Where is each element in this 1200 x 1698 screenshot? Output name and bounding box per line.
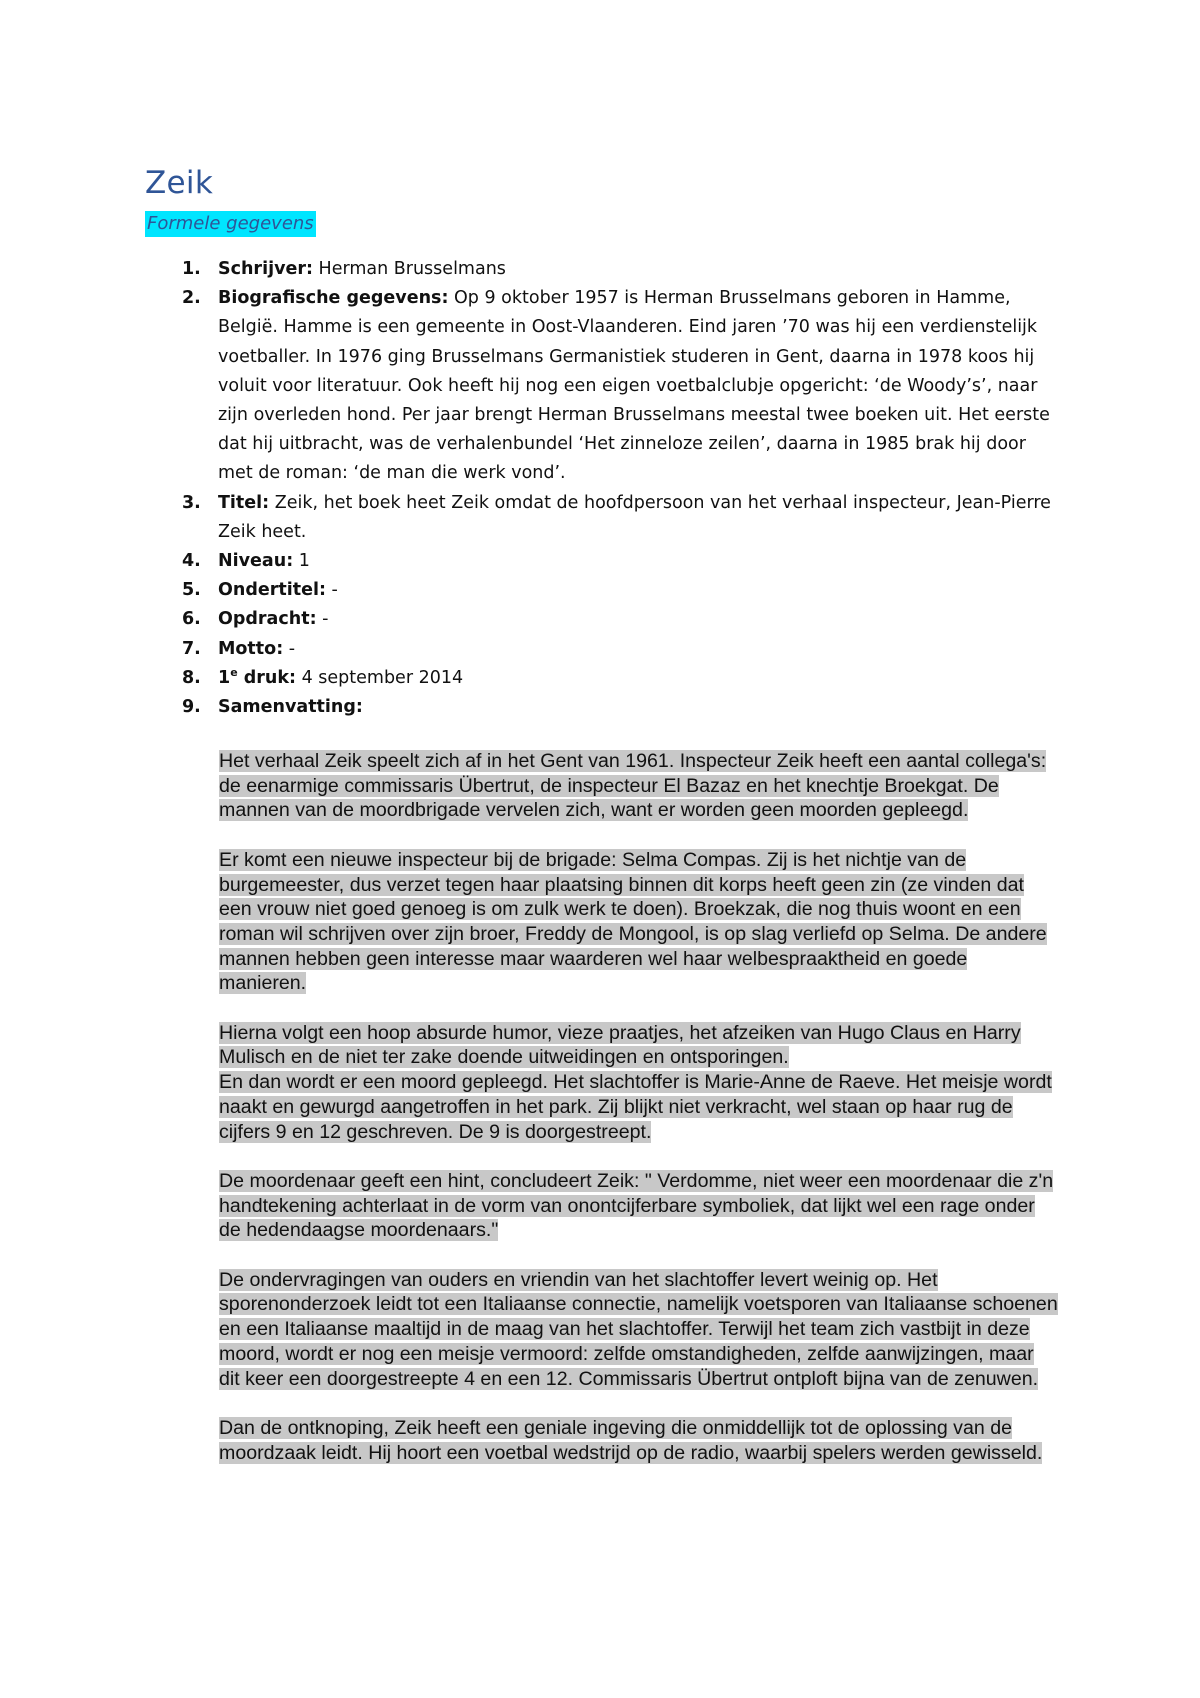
highlighted-text: Er komt een nieuwe inspecteur bij de brigade: Selma Compas. Zij is het nichtje van de burgemeester, dus verzet tegen haar plaatsing binnen dit korps heeft geen zin (ze vinden dat een vrouw niet goed genoeg is om zulk werk te doen). Broekzak, die nog thuis woont en een roman wil schrijven over zijn broer, Freddy de Mongool, is op slag verliefd op Selma. De andere mannen hebben geen interesse maar waarderen wel haar welbespraaktheid en goede manieren. (219, 848, 1047, 995)
item-value: - (316, 609, 329, 630)
summary-text (219, 749, 1059, 1490)
summary-paragraph (219, 1169, 1059, 1243)
list-number: 9. (182, 697, 201, 718)
formal-details-list (180, 255, 1060, 722)
label-ordinal: 1 (218, 667, 231, 688)
item-label: Niveau: (218, 551, 294, 572)
list-number: 8. (182, 667, 201, 688)
item-label: Biografische gegevens: (218, 288, 449, 309)
item-label: Opdracht: (218, 609, 317, 630)
item-label: Schrijver: (218, 259, 313, 279)
highlighted-text: En dan wordt er een moord gepleegd. Het slachtoffer is Marie-Anne de Raeve. Het meisje wordt naakt en gewurgd aangetroffen in het park. Zij blijkt niet verkracht, wel staan op haar rug de cijfers 9 en 12 geschreven. De 9 is doorgestreept. (219, 1071, 1052, 1143)
item-value: Herman Brusselmans (312, 259, 506, 279)
list-item (180, 664, 1060, 693)
document-title: Zeik (145, 165, 214, 201)
summary-paragraph (219, 1021, 1059, 1070)
summary-paragraph (219, 1070, 1059, 1144)
list-item (180, 693, 1060, 722)
list-item (180, 489, 1060, 547)
highlighted-text: Dan de ontknoping, Zeik heeft een geniale ingeving die onmiddellijk tot de oplossing van de moordzaak leidt. Hij hoort een voetbal wedstrijd op de radio, waarbij spelers werden gewisseld. (219, 1416, 1043, 1464)
list-number: 5. (182, 580, 201, 601)
list-number: 4. (182, 551, 201, 572)
item-label: Ondertitel: (218, 580, 326, 601)
list-item (180, 605, 1060, 634)
list-item (180, 547, 1060, 576)
item-value: Op 9 oktober 1957 is Herman Brusselmans geboren in Hamme, België. Hamme is een gemeente in Oost-Vlaanderen. Eind jaren ’70 was hij een verdienstelijk voetballer. In 1976 ging Brusselmans Germanistiek studeren in Gent, daarna in 1978 koos hij voluit voor literatuur. Ook heeft hij nog een eigen voetbalclubje opgericht: ‘de Woody’s’, naar zijn overleden hond. Per jaar brengt Herman Brusselmans meestal twee boeken uit. Het eerste dat hij uitbracht, was de verhalenbundel ‘Het zinneloze zeilen’, daarna in 1985 brak hij door met de roman: ‘de man die werk vond’. (218, 288, 1050, 484)
list-item (180, 255, 1060, 284)
item-value: 4 september 2014 (296, 667, 464, 688)
highlighted-text: De ondervragingen van ouders en vriendin van het slachtoffer levert weinig op. Het sporenonderzoek leidt tot een Italiaanse connectie, namelijk voetsporen van Italiaanse schoenen en een Italiaanse maaltijd in de maag van het slachtoffer. Terwijl het team zich vastbijt in deze moord, wordt er nog een meisje vermoord: zelfde omstandigheden, zelfde aanwijzingen, maar dit keer een doorgestreepte 4 en een 12. Commissaris Übertrut ontploft bijna van de zenuwen. (219, 1268, 1058, 1390)
list-number: 6. (182, 609, 201, 630)
summary-paragraph (219, 848, 1059, 996)
list-item (180, 284, 1060, 488)
item-label: Motto: (218, 638, 284, 659)
item-value: - (325, 580, 338, 601)
list-number: 2. (182, 288, 201, 309)
item-value: 1 (293, 551, 310, 572)
highlighted-text: Het verhaal Zeik speelt zich af in het Gent van 1961. Inspecteur Zeik heeft een aantal collega's: de eenarmige commissaris Übertrut, de inspecteur El Bazaz en het knechtje Broekgat. De mannen van de moordbrigade vervelen zich, want er worden geen moorden gepleegd. (219, 750, 1047, 822)
list-number: 3. (182, 492, 201, 513)
item-label: Samenvatting: (218, 697, 363, 718)
summary-paragraph (219, 1416, 1059, 1465)
list-item (180, 635, 1060, 664)
document-subtitle: Formele gegevens (145, 211, 316, 237)
list-item (180, 576, 1060, 605)
item-label: Titel: (218, 492, 270, 513)
list-number: 7. (182, 638, 201, 659)
label-text: druk: (237, 667, 297, 688)
summary-paragraph (219, 749, 1059, 823)
label-ordinal-suffix: e (230, 666, 238, 680)
summary-paragraph (219, 1268, 1059, 1392)
list-number: 1. (182, 259, 201, 279)
item-value: Zeik, het boek heet Zeik omdat de hoofdpersoon van het verhaal inspecteur, Jean-Pierre Zeik heet. (218, 492, 1051, 542)
highlighted-text: Hierna volgt een hoop absurde humor, vieze praatjes, het afzeiken van Hugo Claus en Harry Mulisch en de niet ter zake doende uitweidingen en ontsporingen. (219, 1021, 1021, 1069)
highlighted-text: De moordenaar geeft een hint, concludeert Zeik: " Verdomme, niet weer een moordenaar die z'n handtekening achterlaat in de vorm van onontcijferbare symboliek, dat lijkt wel een rage onder de hedendaagse moordenaars." (219, 1169, 1054, 1242)
item-value: - (283, 638, 296, 659)
item-label (218, 668, 296, 688)
